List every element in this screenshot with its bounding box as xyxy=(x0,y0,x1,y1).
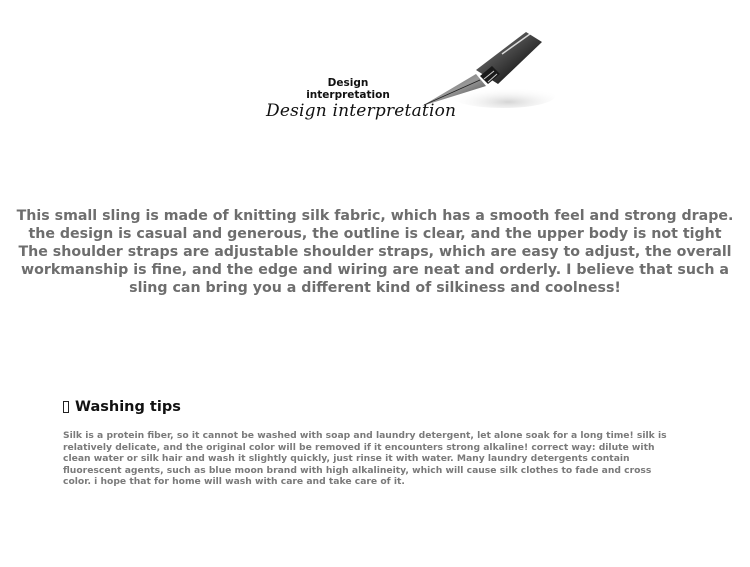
washing-tips-section xyxy=(63,397,685,488)
design-interpretation-script-title: Design interpretation xyxy=(266,101,457,121)
washing-tips-title: Washing tips xyxy=(75,399,181,415)
washing-tips-body: Silk is a protein fiber, so it cannot be washed with soap and laundry detergent, let alone soak for a long time! silk is relatively delicate, and the original color will be removed if it encounters strong alkaline! correct way: dilute with clean water or silk hair and wash it slightly quickly, just rinse it with water. Many laundry detergents contain fluorescent agents, such as blue moon brand with high alkalineity, which will cause silk clothes to fade and cross color. i hope that for home will wash with care and take care of it. xyxy=(63,430,667,488)
fountain-pen-icon xyxy=(418,26,558,116)
design-interpretation-title: Design interpretation xyxy=(306,77,390,101)
missing-glyph-icon xyxy=(63,401,69,413)
washing-tips-heading xyxy=(63,397,685,417)
product-description: This small sling is made of knitting silk fabric, which has a smooth feel and strong drape. the design is casual and generous, the outline is clear, and the upper body is not tight The shoulder straps are adjustable shoulder straps, which are easy to adjust, the overall workmanship is fine, and the edge and wiring are neat and orderly. I believe that such a sling can bring you a different kind of silkiness and coolness! xyxy=(16,208,734,296)
design-interpretation-header xyxy=(0,0,750,140)
